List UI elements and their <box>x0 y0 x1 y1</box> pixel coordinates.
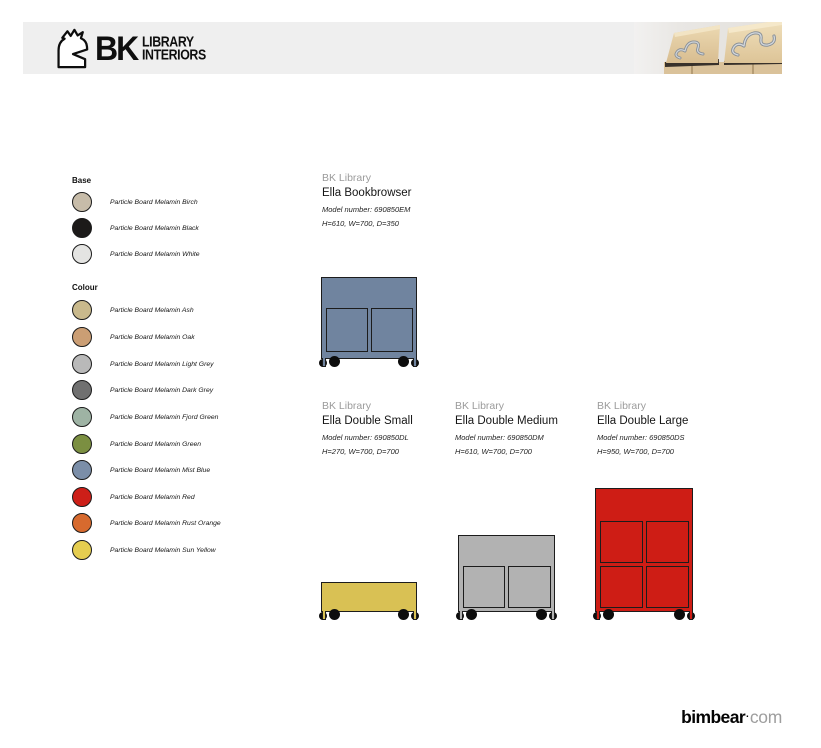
caster-wheel <box>603 609 614 620</box>
swatch-label: Particle Board Melamin Sun Yellow <box>110 546 216 554</box>
swatch-label: Particle Board Melamin Birch <box>110 198 198 206</box>
caster-wheel <box>398 609 409 620</box>
cabinet-door <box>371 308 413 352</box>
swatch-circle-rust-orange <box>72 513 92 533</box>
bimbear-watermark <box>681 707 782 728</box>
product-info-ella-double-medium <box>455 399 595 459</box>
swatch-label: Particle Board Melamin Oak <box>110 333 195 341</box>
swatch-circle-oak <box>72 327 92 347</box>
cabinet-leg <box>413 611 417 620</box>
caster-wheel <box>329 609 340 620</box>
header-bar <box>23 22 782 74</box>
cabinet-leg <box>596 611 600 620</box>
swatch-label: Particle Board Melamin White <box>110 250 200 258</box>
product-model: Model number: 690850EM <box>322 205 411 214</box>
product-dimensions: H=950, W=700, D=700 <box>597 447 674 456</box>
product-dimensions: H=610, W=700, D=700 <box>455 447 532 456</box>
swatch-circle-red <box>72 487 92 507</box>
cabinet-leg <box>413 358 417 367</box>
cabinet-leg <box>322 611 326 620</box>
swatch-circle-green <box>72 434 92 454</box>
cabinet-door <box>326 308 368 352</box>
cabinet-leg <box>459 611 463 620</box>
base-section-title: Base <box>72 176 92 185</box>
cabinet-door <box>646 521 689 563</box>
cabinet-leg <box>689 611 693 620</box>
bimbear-dot: . <box>746 709 749 720</box>
swatch-label: Particle Board Melamin Ash <box>110 306 194 314</box>
cabinet-door <box>646 566 689 608</box>
product-brand: BK Library <box>455 400 505 412</box>
swatch-label: Particle Board Melamin Black <box>110 224 199 232</box>
product-dimensions: H=610, W=700, D=350 <box>322 219 399 228</box>
product-info-ella-double-small <box>322 399 462 459</box>
product-name: Ella Bookbrowser <box>322 187 412 199</box>
swatch-label: Particle Board Melamin Fjord Green <box>110 413 219 421</box>
header-photo <box>634 22 782 74</box>
bimbear-suffix-text: com <box>749 707 782 727</box>
swatch-label: Particle Board Melamin Dark Grey <box>110 386 214 394</box>
cabinet-door <box>600 521 643 563</box>
caster-wheel <box>674 609 685 620</box>
product-info-ella-bookbrowser <box>322 171 462 231</box>
logo-line-interiors: INTERIORS <box>142 45 207 63</box>
swatch-label: Particle Board Melamin Rust Orange <box>110 519 221 527</box>
swatch-label: Particle Board Melamin Green <box>110 440 202 448</box>
cabinet-door <box>508 566 551 608</box>
product-image-ella-double-medium <box>458 535 555 624</box>
cabinet-doors <box>326 308 413 352</box>
cabinet-body <box>321 582 417 612</box>
caster-wheel <box>466 609 477 620</box>
product-image-ella-bookbrowser <box>321 277 417 371</box>
swatch-circle-black <box>72 218 92 238</box>
cabinet-doors <box>600 521 689 608</box>
swatch-circle-fjord-green <box>72 407 92 427</box>
bk-library-logo <box>54 27 209 69</box>
logo-line-library: LIBRARY <box>142 33 194 50</box>
product-brand: BK Library <box>322 172 372 184</box>
product-brand: BK Library <box>322 400 372 412</box>
swatch-circle-mist-blue <box>72 460 92 480</box>
swatch-label: Particle Board Melamin Red <box>110 493 195 501</box>
cabinet-door <box>600 566 643 608</box>
swatch-circle-white <box>72 244 92 264</box>
colour-section-title: Colour <box>72 283 98 292</box>
product-brand: BK Library <box>597 400 647 412</box>
product-model: Model number: 690850DS <box>597 433 685 442</box>
cabinet-doors <box>463 566 551 608</box>
cabinet-leg <box>551 611 555 620</box>
caster-wheel <box>536 609 547 620</box>
product-image-ella-double-small <box>321 582 417 624</box>
logo-wordmark <box>142 33 209 63</box>
swatch-circle-birch <box>72 192 92 212</box>
product-name: Ella Double Small <box>322 415 413 427</box>
wire-bookend-photo <box>634 22 782 74</box>
product-name: Ella Double Large <box>597 415 689 427</box>
product-name: Ella Double Medium <box>455 415 558 427</box>
product-image-ella-double-large <box>595 488 693 624</box>
product-model: Model number: 690850DL <box>322 433 409 442</box>
swatch-label: Particle Board Melamin Mist Blue <box>110 466 211 474</box>
swatch-label: Particle Board Melamin Light Grey <box>110 360 214 368</box>
caster-wheel <box>398 356 409 367</box>
swatch-circle-light-grey <box>72 354 92 374</box>
cabinet-leg <box>322 358 326 367</box>
bimbear-brand-text: bimbear <box>681 707 746 727</box>
swatch-circle-ash <box>72 300 92 320</box>
product-model: Model number: 690850DM <box>455 433 544 442</box>
bear-crown-icon <box>54 28 92 69</box>
swatch-circle-sun-yellow <box>72 540 92 560</box>
caster-wheel <box>329 356 340 367</box>
product-dimensions: H=270, W=700, D=700 <box>322 447 399 456</box>
cabinet-door <box>463 566 506 608</box>
product-info-ella-double-large <box>597 399 737 459</box>
swatch-circle-dark-grey <box>72 380 92 400</box>
logo-brand-text: BK <box>95 28 138 68</box>
